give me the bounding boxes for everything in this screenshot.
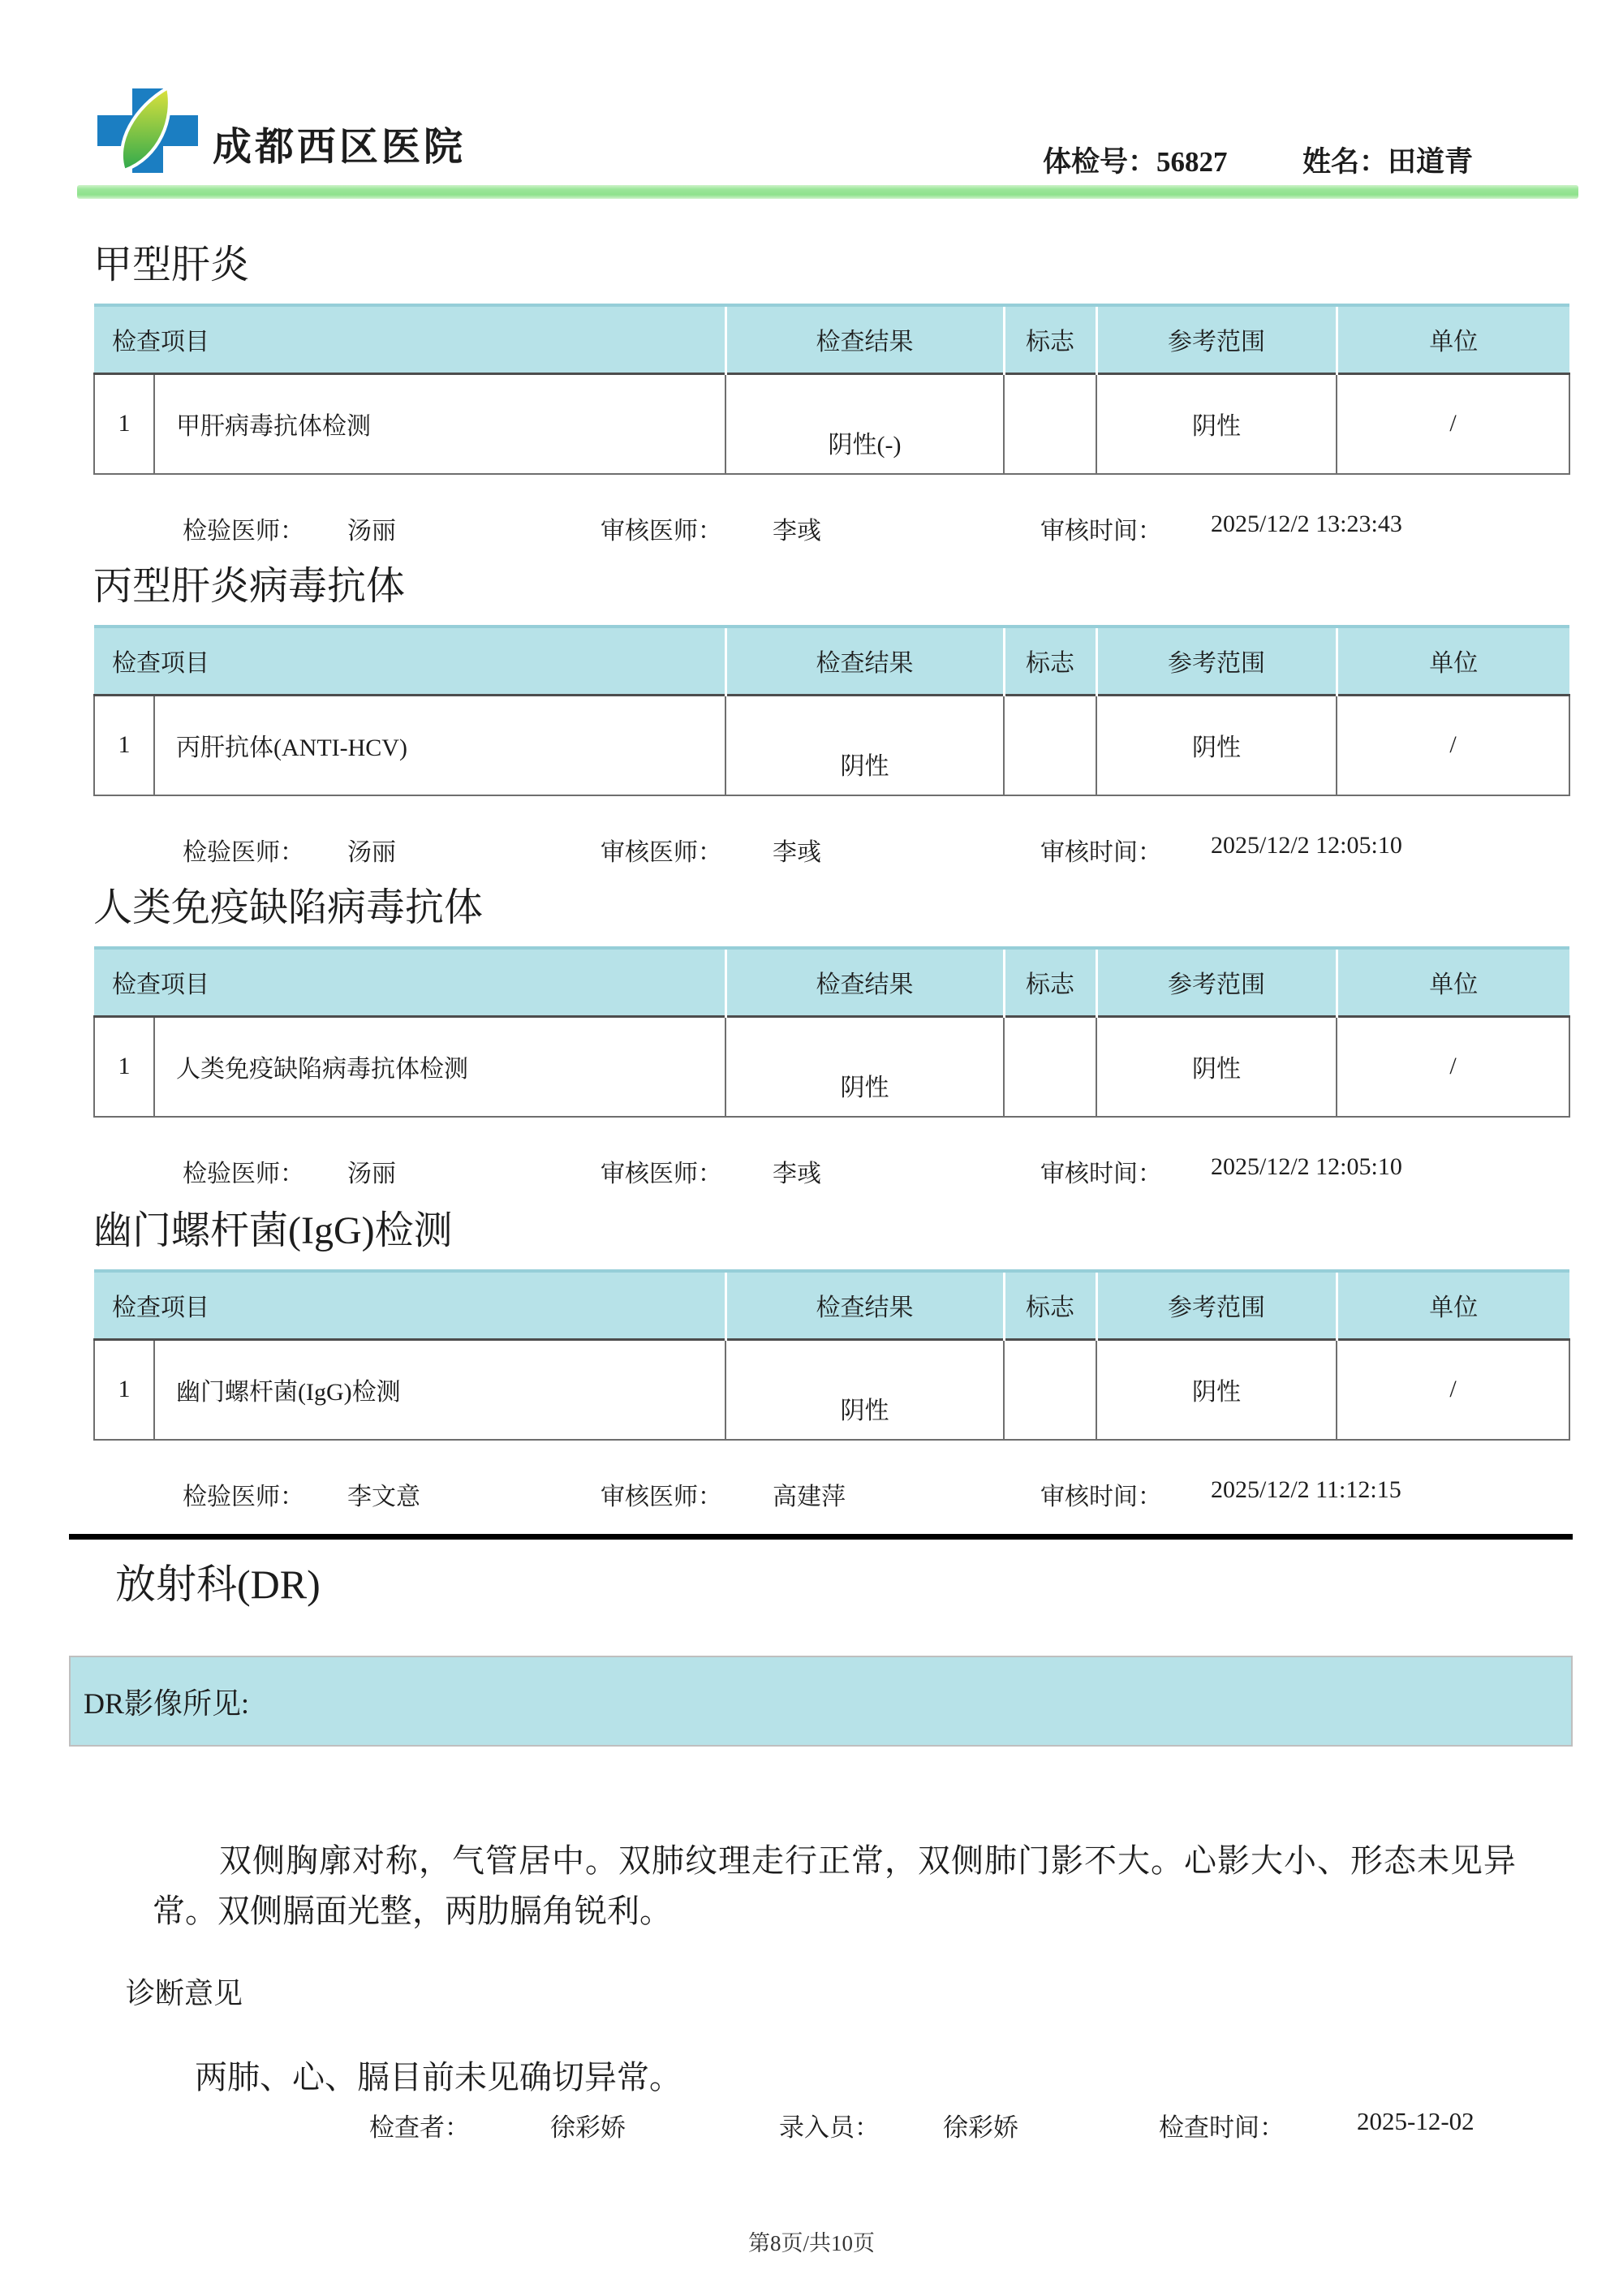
review-time-value: 2025/12/2 13:23:43 [1211,510,1402,537]
table-row [94,373,1569,474]
row-unit: / [1337,1016,1569,1117]
reviewer-name: 李彧 [773,1161,821,1187]
hospital-cross-leaf-logo-icon [92,84,204,177]
col-header-item: 检查项目 [94,627,725,695]
exam-time-label: 检查时间： [1159,2113,1285,2142]
reviewer-label: 审核医师： [601,518,722,545]
recorder-label: 录入员： [779,2113,880,2142]
row-number: 1 [94,373,154,474]
examiner-label: 检查者： [369,2113,470,2142]
col-header-item: 检查项目 [94,1271,725,1339]
col-header-flag: 标志 [1004,305,1096,373]
col-header-flag: 标志 [1004,627,1096,695]
row-result: 阴性(-) [725,373,1004,474]
row-item-name: 人类免疫缺陷病毒抗体检测 [154,1016,725,1117]
col-header-range: 参考范围 [1096,627,1337,695]
col-header-result: 检查结果 [725,305,1004,373]
row-flag [1004,1016,1096,1117]
review-time-label: 审核时间： [1040,1484,1162,1510]
exam-number-value: 56827 [1156,146,1228,178]
radiology-divider-rule [69,1534,1573,1540]
exam-number-label: 体检号： [1043,146,1157,178]
row-unit: / [1337,1339,1569,1440]
table-footer [93,1153,1569,1187]
lab-section [93,562,1569,866]
tester-name: 汤丽 [347,1161,396,1187]
lab-result-table [93,1269,1570,1441]
table-header-row [94,1271,1569,1339]
col-header-flag: 标志 [1004,1271,1096,1339]
examiner-name: 徐彩娇 [550,2113,626,2142]
patient-name [1302,140,1473,180]
lab-section [93,883,1569,1187]
row-flag [1004,695,1096,795]
col-header-flag: 标志 [1004,948,1096,1016]
col-header-item: 检查项目 [94,948,725,1016]
review-time-value: 2025/12/2 11:12:15 [1211,1476,1401,1503]
table-header-row [94,948,1569,1016]
tester-label: 检验医师： [183,518,304,545]
row-reference-range: 阴性 [1096,695,1337,795]
section-title: 丙型肝炎病毒抗体 [93,565,406,608]
col-header-unit: 单位 [1337,627,1569,695]
row-flag [1004,1339,1096,1440]
tester-label: 检验医师： [183,1161,304,1187]
lab-section [93,1206,1569,1510]
diagnosis-opinion-label: 诊断意见 [126,1977,243,2010]
col-header-range: 参考范围 [1096,948,1337,1016]
row-reference-range: 阴性 [1096,373,1337,474]
reviewer-label: 审核医师： [601,1484,722,1510]
row-result: 阴性 [725,1016,1004,1117]
reviewer-name: 李彧 [773,518,821,545]
col-header-range: 参考范围 [1096,1271,1337,1339]
lab-result-table [93,304,1570,475]
tester-name: 汤丽 [347,518,396,545]
row-reference-range: 阴性 [1096,1016,1337,1117]
section-title: 甲型肝炎 [93,243,250,286]
review-time-value: 2025/12/2 12:05:10 [1211,832,1402,859]
review-time-value: 2025/12/2 12:05:10 [1211,1153,1402,1180]
col-header-item: 检查项目 [94,305,725,373]
row-reference-range: 阴性 [1096,1339,1337,1440]
table-footer [93,832,1569,866]
row-flag [1004,373,1096,474]
patient-name-value: 田道青 [1388,146,1474,178]
row-number: 1 [94,695,154,795]
row-number: 1 [94,1016,154,1117]
col-header-result: 检查结果 [725,1271,1004,1339]
reviewer-name: 李彧 [773,839,821,866]
lab-result-table [93,946,1570,1118]
recorder-name: 徐彩娇 [943,2113,1018,2142]
row-number: 1 [94,1339,154,1440]
table-footer [93,1476,1569,1510]
row-result: 阴性 [725,1339,1004,1440]
review-time-label: 审核时间： [1040,1161,1162,1187]
reviewer-label: 审核医师： [601,839,722,866]
table-header-row [94,305,1569,373]
review-time-label: 审核时间： [1040,839,1162,866]
reviewer-label: 审核医师： [601,1161,722,1187]
dr-findings-text: 双侧胸廓对称，气管居中。双肺纹理走行正常，双侧肺门影不大。心影大小、形态未见异常。双侧膈面光整，两肋膈角锐利。 [153,1842,1516,1929]
col-header-result: 检查结果 [725,627,1004,695]
tester-name: 李文意 [347,1484,420,1510]
radiology-title: 放射科(DR) [115,1562,321,1607]
tester-name: 汤丽 [347,839,396,866]
header-divider-bar [77,185,1578,199]
row-item-name: 丙肝抗体(ANTI-HCV) [154,695,725,795]
dr-findings-banner [69,1656,1573,1747]
table-row [94,695,1569,795]
reviewer-name: 高建萍 [773,1484,846,1510]
table-footer [93,510,1569,545]
tester-label: 检验医师： [183,839,304,866]
tester-label: 检验医师： [183,1484,304,1510]
row-unit: / [1337,373,1569,474]
col-header-unit: 单位 [1337,305,1569,373]
col-header-unit: 单位 [1337,1271,1569,1339]
row-unit: / [1337,695,1569,795]
table-row [94,1339,1569,1440]
page-number: 第8页/共10页 [747,2231,875,2255]
section-title: 人类免疫缺陷病毒抗体 [93,886,484,929]
row-item-name: 甲肝病毒抗体检测 [154,373,725,474]
row-item-name: 幽门螺杆菌(IgG)检测 [154,1339,725,1440]
lab-result-table [93,625,1570,796]
col-header-result: 检查结果 [725,948,1004,1016]
col-header-unit: 单位 [1337,948,1569,1016]
diagnosis-opinion-text: 两肺、心、膈目前未见确切异常。 [195,2059,682,2096]
radiology-signatures [0,2107,1623,2142]
row-result: 阴性 [725,695,1004,795]
review-time-label: 审核时间： [1040,518,1162,545]
exam-number [1043,140,1228,180]
lab-section [93,240,1569,545]
dr-findings-banner-label: DR影像所见: [84,1686,250,1720]
table-row [94,1016,1569,1117]
section-title: 幽门螺杆菌(IgG)检测 [93,1209,453,1252]
exam-time-value: 2025-12-02 [1357,2107,1474,2135]
hospital-name: 成都西区医院 [213,126,467,169]
patient-name-label: 姓名： [1302,146,1388,178]
table-header-row [94,627,1569,695]
col-header-range: 参考范围 [1096,305,1337,373]
